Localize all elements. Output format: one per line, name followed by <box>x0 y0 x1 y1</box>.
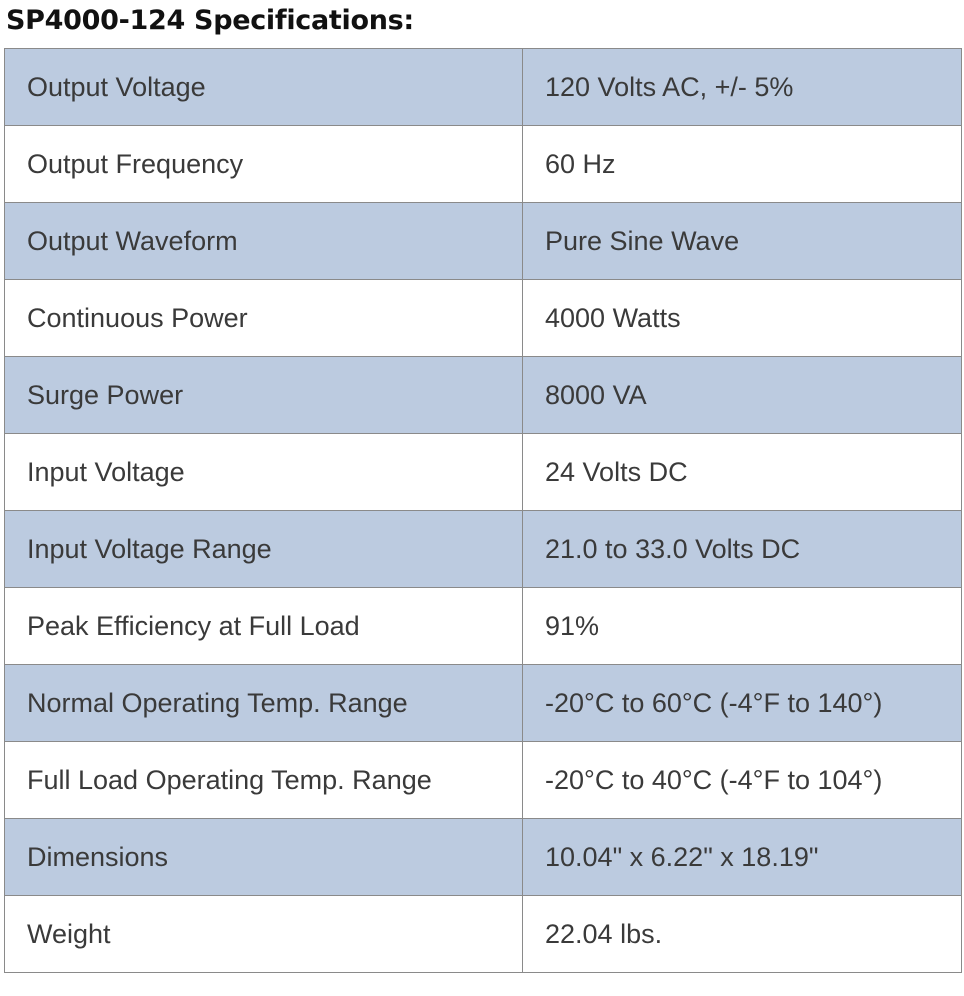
spec-label: Input Voltage Range <box>5 511 523 588</box>
spec-label: Output Waveform <box>5 203 523 280</box>
table-row <box>5 126 962 203</box>
spec-label: Full Load Operating Temp. Range <box>5 742 523 819</box>
spec-label: Surge Power <box>5 357 523 434</box>
spec-value: Pure Sine Wave <box>523 203 962 280</box>
spec-value: 91% <box>523 588 962 665</box>
table-row <box>5 357 962 434</box>
page-title: SP4000-124 Specifications: <box>6 5 414 36</box>
spec-label: Output Voltage <box>5 49 523 126</box>
spec-label: Output Frequency <box>5 126 523 203</box>
spec-value: 60 Hz <box>523 126 962 203</box>
spec-label: Continuous Power <box>5 280 523 357</box>
table-row <box>5 742 962 819</box>
spec-value: 4000 Watts <box>523 280 962 357</box>
spec-value: -20°C to 40°C (-4°F to 104°) <box>523 742 962 819</box>
table-row <box>5 203 962 280</box>
spec-label: Normal Operating Temp. Range <box>5 665 523 742</box>
spec-value: 10.04" x 6.22" x 18.19" <box>523 819 962 896</box>
spec-value: 120 Volts AC, +/- 5% <box>523 49 962 126</box>
specifications-table <box>4 48 962 973</box>
table-row <box>5 896 962 973</box>
table-row <box>5 511 962 588</box>
table-row <box>5 434 962 511</box>
spec-label: Peak Efficiency at Full Load <box>5 588 523 665</box>
table-row <box>5 819 962 896</box>
spec-value: 22.04 lbs. <box>523 896 962 973</box>
spec-value: 8000 VA <box>523 357 962 434</box>
spec-label: Input Voltage <box>5 434 523 511</box>
spec-label: Weight <box>5 896 523 973</box>
table-row <box>5 588 962 665</box>
spec-label: Dimensions <box>5 819 523 896</box>
table-row <box>5 49 962 126</box>
table-row <box>5 280 962 357</box>
spec-value: 21.0 to 33.0 Volts DC <box>523 511 962 588</box>
table-row <box>5 665 962 742</box>
spec-value: -20°C to 60°C (-4°F to 140°) <box>523 665 962 742</box>
spec-value: 24 Volts DC <box>523 434 962 511</box>
